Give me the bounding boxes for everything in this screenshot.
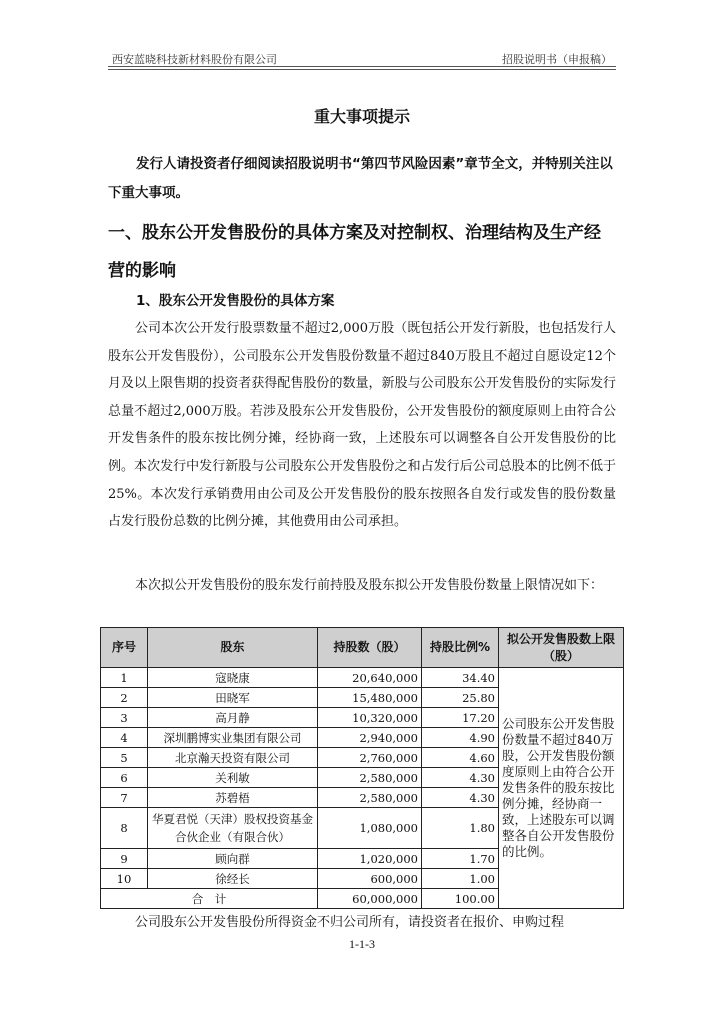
row-shareholder: 华夏君悦（天津）股权投资基金合伙企业（有限合伙） <box>148 808 318 849</box>
row-percent: 34.40 <box>422 668 499 688</box>
row-no: 1 <box>101 668 148 688</box>
row-no: 7 <box>101 788 148 808</box>
row-percent: 4.30 <box>422 788 499 808</box>
row-shares: 2,760,000 <box>318 748 422 768</box>
col-header-shareholder: 股东 <box>148 628 318 668</box>
header-company: 西安蓝晓科技新材料股份有限公司 <box>112 53 277 66</box>
col-header-no: 序号 <box>101 628 148 668</box>
table-row <box>101 668 624 688</box>
total-label: 合 计 <box>101 889 318 909</box>
col-header-percent: 持股比例% <box>422 628 499 668</box>
row-shares: 1,020,000 <box>318 849 422 869</box>
offer-limit-note: 公司股东公开发售股份数量不超过840万股，公开发售股份额度原则上由符合公开发售条件的股东按比例分摊，经协商一致，上述股东可以调整各自公开发售股份的比例。 <box>499 668 624 909</box>
row-shareholder: 关利敏 <box>148 768 318 788</box>
section-heading: 一、股东公开发售股份的具体方案及对控制权、治理结构及生产经营的影响 <box>108 223 601 281</box>
row-shareholder: 北京瀚天投资有限公司 <box>148 748 318 768</box>
total-shares: 60,000,000 <box>318 889 422 909</box>
row-shareholder: 顾向群 <box>148 849 318 869</box>
table-header-row <box>101 628 624 668</box>
row-percent: 1.80 <box>422 808 499 849</box>
row-shares: 1,080,000 <box>318 808 422 849</box>
row-shareholder: 田晓军 <box>148 688 318 708</box>
intro-paragraph: 发行人请投资者仔细阅读招股说明书“第四节风险因素”章节全文，并特别关注以下重大事项。 <box>108 156 613 201</box>
body-paragraph-1: 公司本次公开发行股票数量不超过2,000万股（既包括公开发行新股，也包括发行人股东公开发售股份），公司股东公开发售股份数量不超过840万股且不超过自愿设定12个月及以上限售期的投资者获得配售股份的数量，新股与公司股东公开发售股份的实际发行总量不超过2,000万股。若涉及股东公开发售股份，公开发售股份的额度原则上由符合公开发售条件的股东按比例分摊，经协商一致，上述股东可以调整各自公开发售股份的比例。本次发行中发行新股与公司股东公开发售股份之和占发行后公司总股本的比例不低于25%。本次发行承销费用由公司及公开发售股份的股东按照各自发行或发售的股份数量占发行股份总数的比例分摊，其他费用由公司承担。 <box>108 321 616 530</box>
row-percent: 1.70 <box>422 849 499 869</box>
header-doc-type: 招股说明书（申报稿） <box>502 53 612 66</box>
row-shareholder: 寇晓康 <box>148 668 318 688</box>
row-shareholder: 苏碧梧 <box>148 788 318 808</box>
total-percent: 100.00 <box>422 889 499 909</box>
row-shares: 600,000 <box>318 869 422 889</box>
row-percent: 4.90 <box>422 728 499 748</box>
subsection-heading: 1、股东公开发售股份的具体方案 <box>136 293 335 309</box>
row-percent: 25.80 <box>422 688 499 708</box>
row-shares: 2,580,000 <box>318 768 422 788</box>
row-shareholder: 高月静 <box>148 708 318 728</box>
col-header-offer-limit: 拟公开发售股数上限（股） <box>499 628 624 668</box>
row-shares: 15,480,000 <box>318 688 422 708</box>
row-no: 3 <box>101 708 148 728</box>
row-shares: 2,580,000 <box>318 788 422 808</box>
page-number: 1-1-3 <box>349 937 375 951</box>
col-header-shares: 持股数（股） <box>318 628 422 668</box>
row-percent: 4.30 <box>422 768 499 788</box>
row-no: 9 <box>101 849 148 869</box>
row-shares: 20,640,000 <box>318 668 422 688</box>
row-shareholder: 徐经长 <box>148 869 318 889</box>
row-no: 2 <box>101 688 148 708</box>
row-no: 8 <box>101 808 148 849</box>
row-no: 4 <box>101 728 148 748</box>
row-no: 5 <box>101 748 148 768</box>
row-no: 6 <box>101 768 148 788</box>
body-paragraph-2: 本次拟公开发售股份的股东发行前持股及股东拟公开发售股份数量上限情况如下： <box>135 578 604 593</box>
row-percent: 1.00 <box>422 869 499 889</box>
header-rule-bottom <box>108 69 616 70</box>
row-shareholder: 深圳鹏博实业集团有限公司 <box>148 728 318 748</box>
row-percent: 17.20 <box>422 708 499 728</box>
page-header <box>108 46 616 68</box>
shareholder-table <box>100 627 624 909</box>
body-paragraph-3: 公司股东公开发售股份所得资金不归公司所有，请投资者在报价、申购过程 <box>135 915 565 930</box>
row-shares: 2,940,000 <box>318 728 422 748</box>
row-no: 10 <box>101 869 148 889</box>
row-percent: 4.60 <box>422 748 499 768</box>
row-shares: 10,320,000 <box>318 708 422 728</box>
page-title: 重大事项提示 <box>313 107 410 126</box>
header-rule-top <box>108 66 616 67</box>
